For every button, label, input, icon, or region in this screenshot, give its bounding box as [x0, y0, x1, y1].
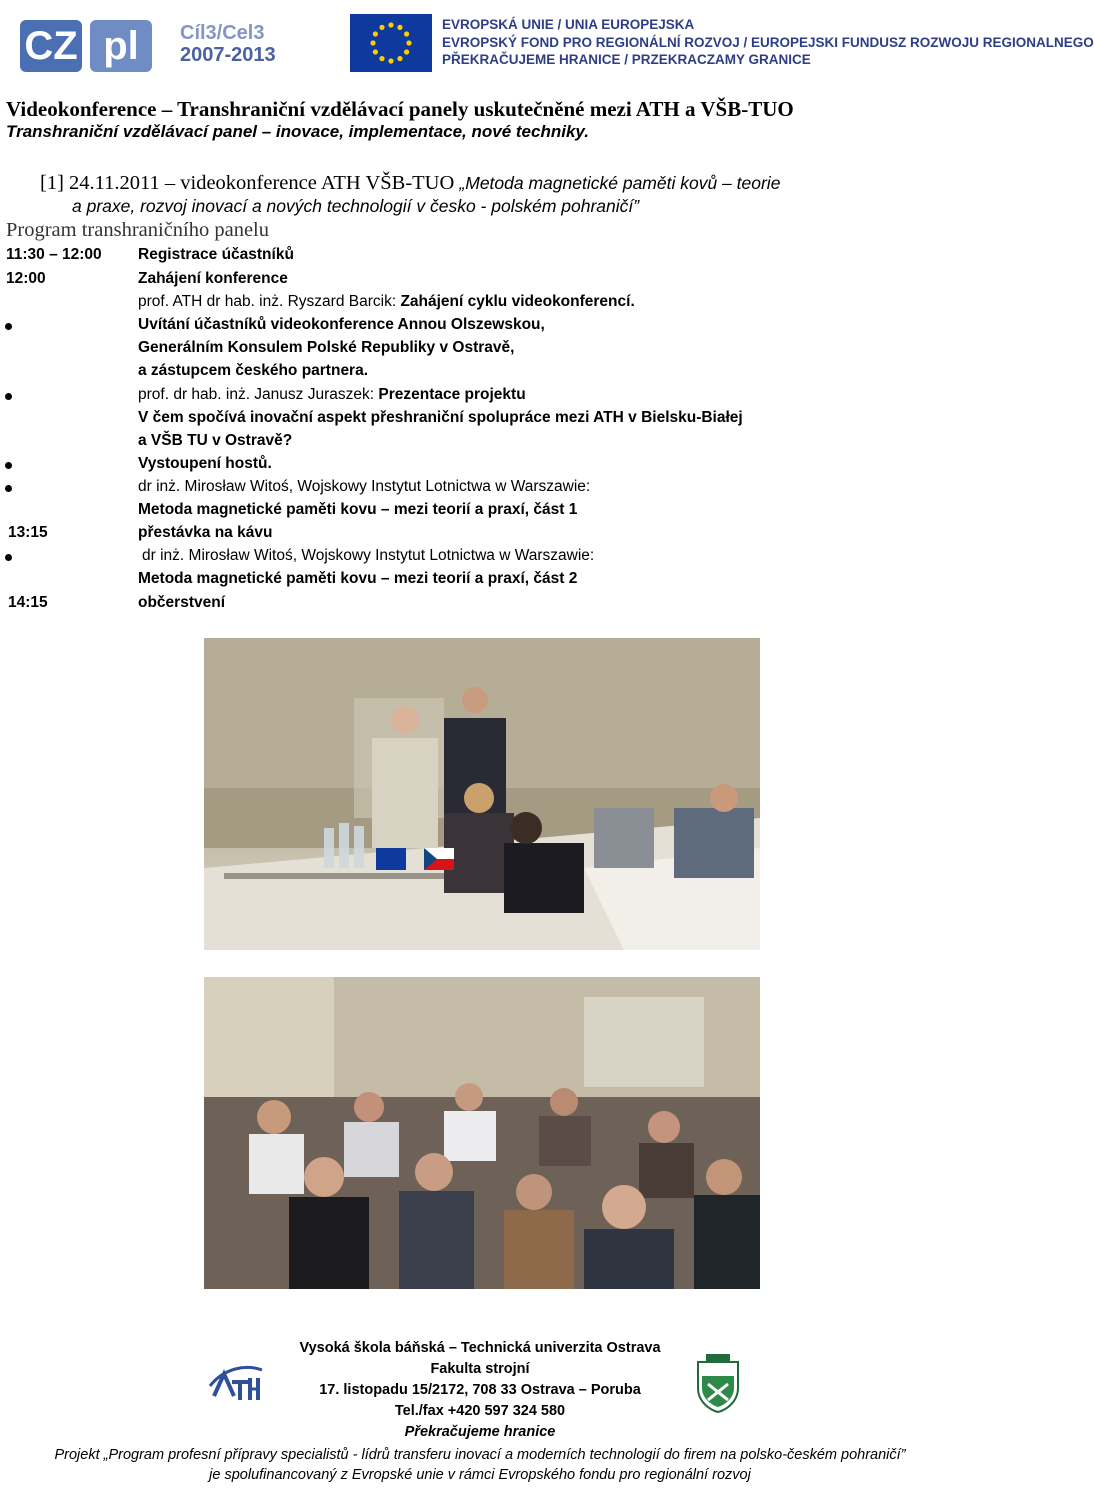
eu-flag-icon [350, 14, 432, 72]
time-1200: 12:00 [6, 270, 46, 287]
eu-line-2: EVROPSKÝ FOND PRO REGIONÁLNÍ ROZVOJ / EUROPEJSKI FUNDUSZ ROZWOJU REGIONALNEGO [442, 34, 1094, 50]
schedule-welcome: Uvítání účastníků videokonference Annou Olszewskou, [138, 316, 545, 333]
schedule-juraszek [138, 386, 526, 404]
page-header [0, 0, 1094, 84]
speaker-barcik: prof. ATH dr hab. inż. Ryszard Barcik: [138, 293, 397, 310]
schedule-witos-1 [138, 478, 590, 496]
eu-line-1: EVROPSKÁ UNIE / UNIA EUROPEJSKA [442, 17, 695, 32]
talk-project: Prezentace projektu [378, 386, 526, 403]
time-1130: 11:30 – 12:00 [6, 246, 102, 263]
bullet-icon [5, 393, 12, 400]
schedule-vsb: a VŠB TU v Ostravě? [138, 432, 293, 449]
event-prefix: [1] 24.11.2011 – videokonference ATH VŠB-TUO [40, 172, 455, 194]
footer-faculty: Fakulta strojní [430, 1361, 530, 1377]
czpl-logo [20, 16, 170, 76]
event-line [40, 172, 780, 195]
footer-address: 17. listopadu 15/2172, 708 33 Ostrava – Poruba [319, 1382, 641, 1398]
speaker-witos: Mirosław Witoś, Wojskowy Instytut Lotnictwa w Warszawie: [188, 547, 595, 564]
conference-photo-2-art [204, 977, 760, 1289]
eu-line-3: PŘEKRAČUJEME HRANICE / PRZEKRACZAMY GRANICE [442, 52, 811, 67]
program-line-2: 2007-2013 [180, 44, 276, 66]
time-1315: 13:15 [8, 524, 48, 541]
bullet-icon [5, 554, 12, 561]
logo-cz-box: CZ [20, 20, 82, 72]
conference-photo-1-art [204, 638, 760, 950]
footer-phone: Tel./fax +420 597 324 580 [394, 1403, 566, 1419]
schedule-registration: Registrace účastníků [138, 246, 294, 263]
schedule-czech-partner: a zástupcem českého partnera. [138, 362, 369, 379]
schedule-refreshments: občerstvení [138, 594, 226, 611]
time-1415: 14:15 [8, 594, 48, 611]
document-title: Videokonference – Transhraniční vzdělávací panely uskutečněné mezi ATH a VŠB-TUO [6, 97, 794, 121]
bullet-icon [5, 462, 12, 469]
schedule-opening: Zahájení konference [138, 270, 288, 287]
schedule-witos-2 [142, 547, 594, 565]
schedule-innovation-question: V čem spočívá inovační aspekt přeshraniční spolupráce mezi ATH v Bielsku-Białej [138, 409, 743, 426]
footer-project: Projekt „Program profesní přípravy specialistů - lídrů transferu inovací a moderních technologií do firem na polsko-českém pohraničí” [54, 1447, 906, 1463]
conference-photo-1 [204, 638, 760, 950]
speaker-juraszek: prof. dr hab. inż. Janusz Juraszek: [138, 386, 375, 403]
speaker-witos: Mirosław Witoś, Wojskowy Instytut Lotnictwa w Warszawie: [184, 478, 591, 495]
event-topic-b: a praxe, rozvoj inovací a nových technologií v česko - polském pohraničí” [72, 196, 640, 216]
program-line-1: Cíl3/Cel3 [180, 22, 265, 44]
eu-fund-text [442, 16, 1094, 69]
speaker-title: dr inż. [138, 478, 181, 495]
program-heading: Program transhraničního panelu [6, 219, 270, 241]
speaker-title: dr inż. [142, 547, 185, 564]
footer-slogan: Překračujeme hranice [404, 1424, 556, 1440]
footer-cofinancing: je spolufinancovaný z Evropské unie v rámci Evropského fondu pro regionální rozvoj [209, 1467, 751, 1483]
event-topic-a: „Metoda magnetické paměti kovů – teorie [459, 173, 781, 193]
schedule-barcik [138, 293, 635, 311]
schedule-talk-part-1: Metoda magnetické paměti kovu – mezi teorií a praxí, část 1 [138, 501, 578, 518]
schedule-guests: Vystoupení hostů. [138, 455, 272, 472]
schedule-talk-part-2: Metoda magnetické paměti kovu – mezi teorií a praxí, část 2 [138, 570, 578, 587]
schedule-coffee-break: přestávka na kávu [138, 524, 273, 541]
document-subtitle: Transhraniční vzdělávací panel – inovace, implementace, nové techniky. [6, 122, 589, 141]
schedule-consul: Generálním Konsulem Polské Republiky v Ostravě, [138, 339, 515, 356]
footer-university: Vysoká škola báňská – Technická univerzita Ostrava [299, 1340, 661, 1356]
vsb-crest-icon [692, 1354, 744, 1414]
bullet-icon [5, 485, 12, 492]
bullet-icon [5, 323, 12, 330]
program-logo-text [180, 22, 276, 66]
logo-pl-box: pl [90, 20, 152, 72]
conference-photo-2 [204, 977, 760, 1289]
talk-opening-cycle: Zahájení cyklu videokonferencí. [400, 293, 635, 310]
